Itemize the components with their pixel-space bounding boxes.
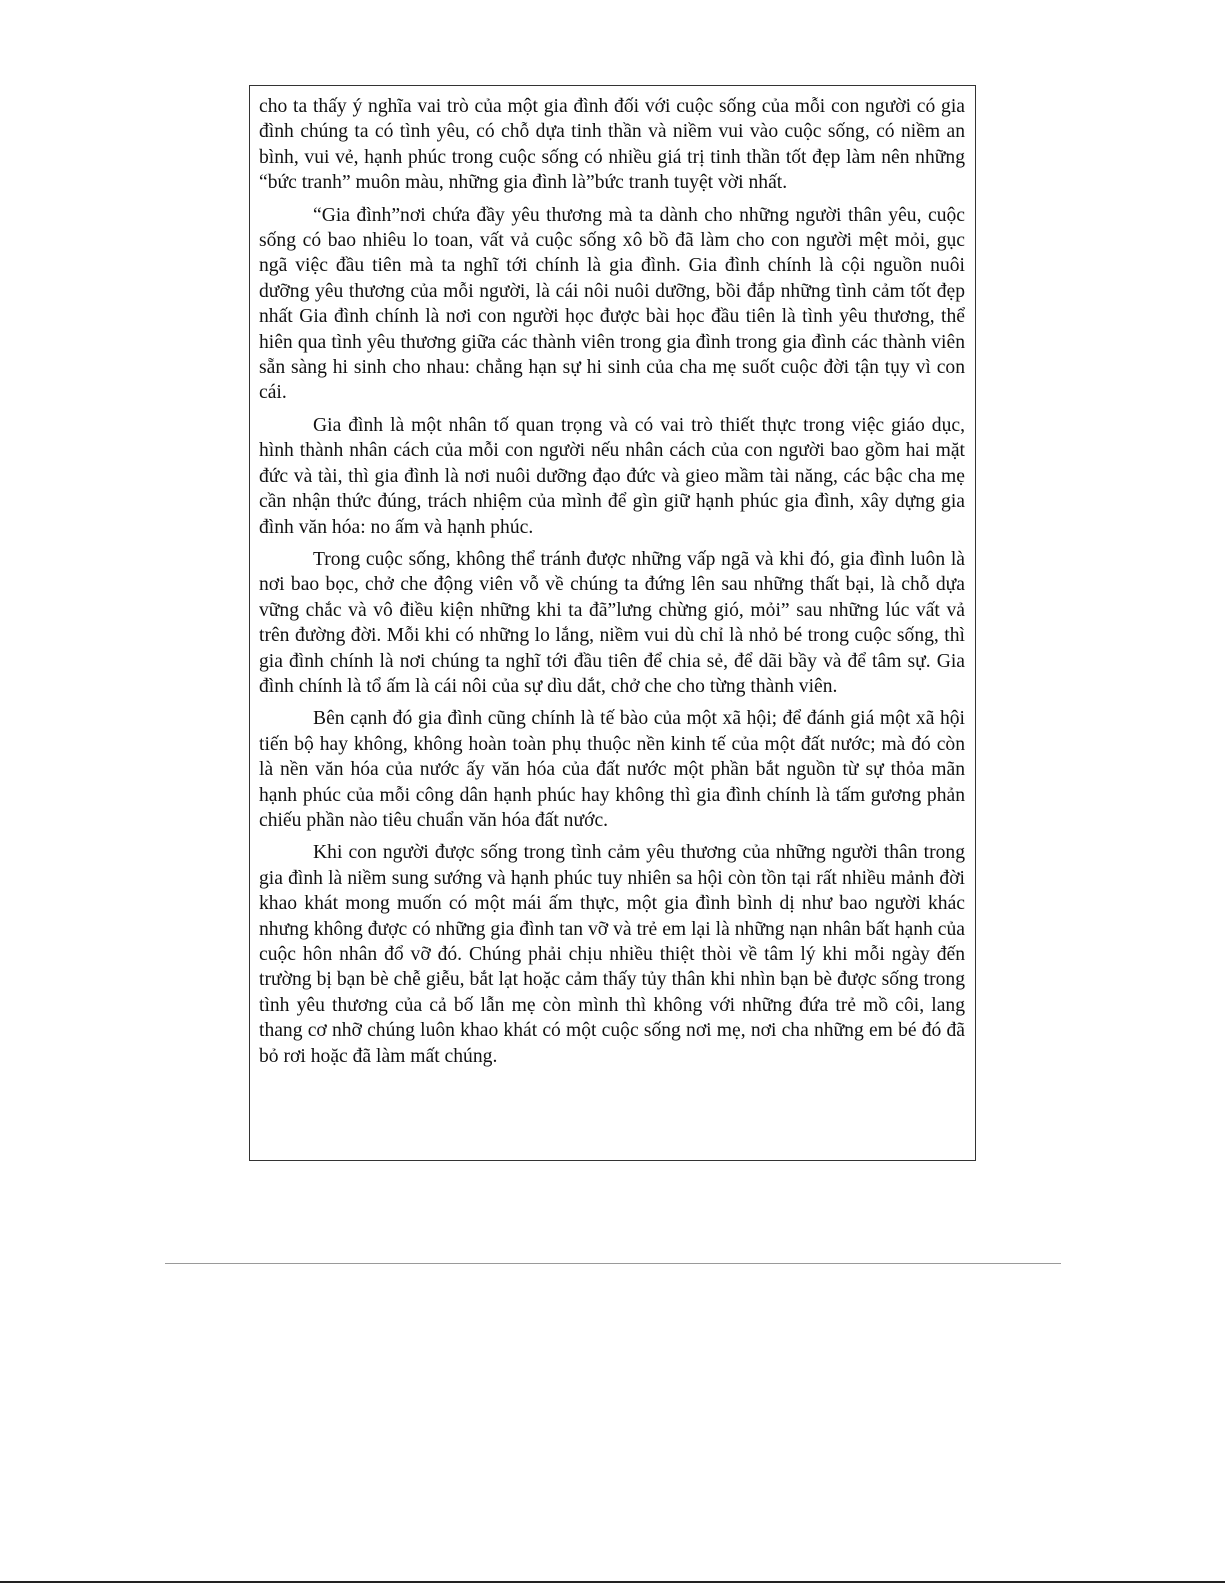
bordered-text-box	[249, 85, 976, 1161]
paragraph-family-love: “Gia đình”nơi chứa đầy yêu thương mà ta dành cho những người thân yêu, cuộc sống có bao nhiêu lo toan, vất vả cuộc sống xô bồ đã làm cho con người mệt mỏi, gục ngã việc đầu tiên mà ta nghĩ tới chính là gia đình. Gia đình chính là cội nguồn nuôi dưỡng yêu thương của mỗi người, là cái nôi nuôi dưỡng, bồi đắp những tình cảm tốt đẹp nhất Gia đình chính là nơi con người học được bài học đầu tiên là tình yêu thương, thể hiên qua tình yêu thương giữa các thành viên trong gia đình trong gia đình các thành viên sẵn sàng hi sinh cho nhau: chẳng hạn sự hi sinh của cha mẹ suốt cuộc đời tận tụy vì con cái.	[259, 204, 965, 404]
page-bottom-edge	[0, 1581, 1225, 1583]
paragraph-family-education: Gia đình là một nhân tố quan trọng và có vai trò thiết thực trong việc giáo dục, hình thành nhân cách của mỗi con người nếu nhân cách của con người bao gồm hai mặt đức và tài, thì gia đình là nơi nuôi dưỡng đạo đức và gieo mầm tài năng, các bậc cha mẹ cần nhận thức đúng, trách nhiệm của mình để gìn giữ hạnh phúc gia đình, xây dựng gia đình văn hóa: no ấm và hạnh phúc.	[259, 414, 965, 538]
paragraph-broken-families: Khi con người được sống trong tình cảm yêu thương của những người thân trong gia đình là niềm sung sướng và hạnh phúc tuy nhiên sa hội còn tồn tại rất nhiều mảnh đời khao khát mong muốn có một mái ấm thực, một gia đình bình dị như bao người khác nhưng không được có những gia đình tan vỡ và trẻ em lại là những nạn nhân bất hạnh của cuộc hôn nhân đổ vỡ đó. Chúng phải chịu nhiều thiệt thòi về tâm lý khi mỗi ngày đến trường bị bạn bè chễ giễu, bắt lạt hoặc cảm thấy tủy thân khi nhìn bạn bè được sống trong tình yêu thương của cả bố lẫn mẹ còn mình thì không với những đứa trẻ mồ côi, lang thang cơ nhỡ chúng luôn khao khát có một cuộc sống nơi mẹ, nơi cha những em bé đó đã bỏ rơi hoặc đã làm mất chúng.	[259, 842, 965, 1067]
paragraph-continuation: cho ta thấy ý nghĩa vai trò của một gia đình đối với cuộc sống của mỗi con người có gia đình chúng ta có tình yêu, có chỗ dựa tinh thần và niềm vui vào cuộc sống, có niềm an bình, vui vẻ, hạnh phúc trong cuộc sống có nhiều giá trị tinh thần tốt đẹp làm nên những “bức tranh” muôn màu, những gia đình là”bức tranh tuyệt vời nhất.	[259, 96, 965, 194]
page-footer-divider	[165, 1263, 1061, 1264]
paragraph-family-society: Bên cạnh đó gia đình cũng chính là tế bào của một xã hội; để đánh giá một xã hội tiến bộ hay không, không hoàn toàn phụ thuộc nền kinh tế của một đất nước; mà đó còn là nền văn hóa của nước ấy văn hóa của đất nước một phần bắt nguồn từ sự thỏa mãn hạnh phúc của mỗi công dân hạnh phúc hay không thì gia đình chính là tấm gương phản chiếu phần nào tiêu chuẩn văn hóa đất nước.	[259, 708, 965, 831]
paragraph-family-support: Trong cuộc sống, không thể tránh được những vấp ngã và khi đó, gia đình luôn là nơi bao bọc, chở che động viên vỗ về chúng ta đứng lên sau những thất bại, là chỗ dựa vững chắc và vô điều kiện những khi ta đã”lưng chừng gió, mỏi” sau những lúc vất vả trên đường đời. Mỗi khi có những lo lắng, niềm vui dù chỉ là nhỏ bé trong cuộc sống, thì gia đình chính là nơi chúng ta nghĩ tới đầu tiên để chia sẻ, để dãi bầy và để tâm sự. Gia đình chính là tổ ấm là cái nôi của sự dìu dắt, chở che cho từng thành viên.	[259, 548, 965, 697]
